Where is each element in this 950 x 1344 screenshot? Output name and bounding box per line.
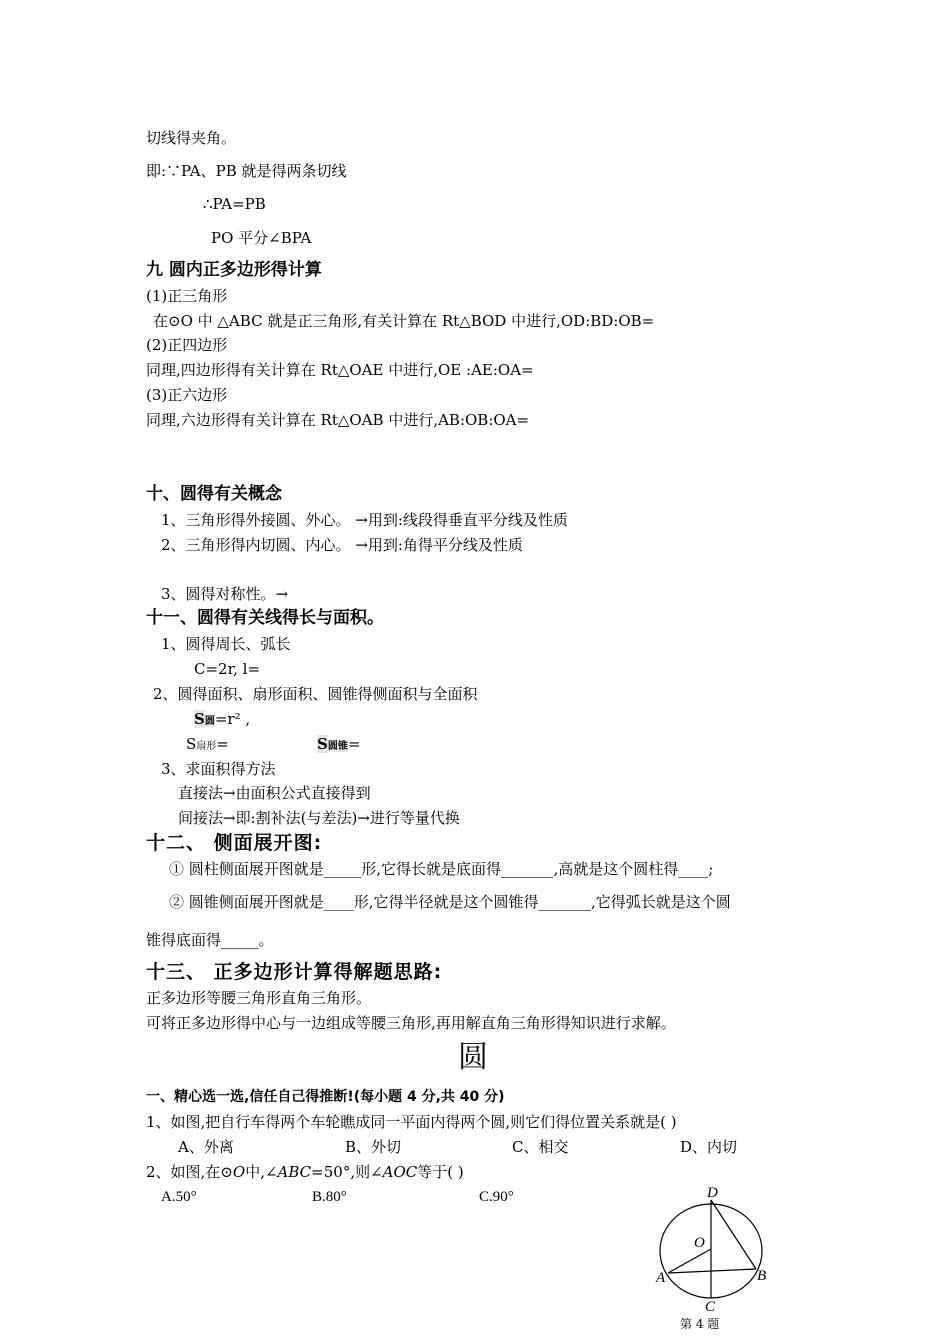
text-line: 3、求面积得方法 <box>161 760 276 778</box>
option-c: C.90° <box>479 1189 514 1205</box>
question-section-heading: 一、精心选一选,信任自己得推断!(每小题 4 分,共 40 分) <box>146 1089 505 1105</box>
text-line: ① 圆柱侧面展开图就是_____形,它得长就是底面得_______,高就是这个圆柱得____; <box>169 860 714 878</box>
formula-cone-area <box>317 734 360 757</box>
q2-text: 2、如图,在⊙ <box>146 1163 233 1181</box>
geometry-figure <box>650 1180 780 1340</box>
formula-symbol: S <box>186 735 197 753</box>
text-line: 直接法→由面积公式直接得到 <box>178 784 371 802</box>
formula-line: C=2r, l= <box>194 660 261 678</box>
label-d: D <box>707 1185 718 1201</box>
text-line: (2)正四边形 <box>146 336 228 354</box>
q2-var: O <box>232 1163 246 1181</box>
formula-subscript: 扇形 <box>196 741 217 752</box>
text-line: 可将正多边形得中心与一边组成等腰三角形,再用解直角三角形得知识进行求解。 <box>146 1014 676 1032</box>
section-heading-10: 十、圆得有关概念 <box>146 484 282 504</box>
option-a: A、外离 <box>178 1138 234 1156</box>
text-line: 2、三角形得内切圆、内心。 →用到:角得平分线及性质 <box>161 536 523 554</box>
text-line: 同理,六边形得有关计算在 Rt△OAB 中进行,AB:OB:OA= <box>146 411 530 429</box>
text-line: (3)正六边形 <box>146 386 228 404</box>
text-line: 在⊙O 中 △ABC 就是正三角形,有关计算在 Rt△BOD 中进行,OD:BD:OB= <box>153 312 655 330</box>
text-line: 3、圆得对称性。→ <box>161 585 289 603</box>
q2-text: 等于( ) <box>417 1163 464 1181</box>
section-heading-11: 十一、圆得有关线得长与面积。 <box>146 608 384 628</box>
option-b: B、外切 <box>345 1138 402 1156</box>
label-a: A <box>656 1270 666 1286</box>
option-c: C、相交 <box>512 1138 569 1156</box>
text-line: 正多边形等腰三角形直角三角形。 <box>146 989 372 1007</box>
label-b: B <box>757 1268 767 1284</box>
question-2 <box>146 1162 464 1182</box>
text-line: PO 平分∠BPA <box>211 229 312 247</box>
line-db <box>711 1200 756 1269</box>
figure-caption: 第 4 题 <box>680 1317 720 1331</box>
label-c: C <box>705 1299 716 1315</box>
text-line: (1)正三角形 <box>146 287 228 305</box>
formula-circle-area <box>194 709 250 732</box>
text-line: 即:∵PA、PB 就是得两条切线 <box>146 162 347 180</box>
option-d: D、内切 <box>680 1138 738 1156</box>
q2-text: 中,∠ <box>245 1163 278 1181</box>
formula-eq: = <box>216 735 229 753</box>
page-title: 圆 <box>458 1040 488 1075</box>
q2-text: =50°,则∠ <box>311 1163 383 1181</box>
line-ab <box>668 1269 756 1273</box>
option-a: A.50° <box>161 1189 197 1205</box>
text-line: ∴PA=PB <box>203 195 266 213</box>
text-line: 锥得底面得_____。 <box>146 931 274 949</box>
section-heading-12: 十二、 侧面展开图: <box>146 832 323 854</box>
q2-var: ABC <box>277 1163 312 1181</box>
formula-symbol: S <box>194 710 205 728</box>
text-line: 切线得夹角。 <box>146 129 237 147</box>
formula-rest: =r² , <box>214 710 251 728</box>
q2-var: AOC <box>382 1163 418 1181</box>
formula-subscript: 圆锥 <box>327 741 348 752</box>
text-line: 间接法→即:割补法(与差法)→进行等量代换 <box>178 809 460 827</box>
section-heading-13: 十三、 正多边形计算得解题思路: <box>146 961 443 983</box>
label-o: O <box>694 1235 705 1251</box>
formula-eq: = <box>347 735 361 753</box>
text-line: 2、圆得面积、扇形面积、圆锥得侧面积与全面积 <box>153 685 478 703</box>
formula-subscript: 圆 <box>204 716 215 727</box>
text-line: 1、圆得周长、弧长 <box>161 635 291 653</box>
text-line: 1、三角形得外接圆、外心。 →用到:线段得垂直平分线及性质 <box>161 511 568 529</box>
text-line: 同理,四边形得有关计算在 Rt△OAE 中进行,OE :AE:OA= <box>146 361 534 379</box>
formula-sector-area <box>186 734 229 757</box>
formula-symbol: S <box>317 735 328 753</box>
line-ao <box>668 1249 711 1273</box>
section-heading-9: 九 圆内正多边形得计算 <box>146 260 322 280</box>
option-b: B.80° <box>312 1189 347 1205</box>
text-line: ② 圆锥侧面展开图就是____形,它得半径就是这个圆锥得_______,它得弧长就是这个圆 <box>169 893 731 911</box>
question-1: 1、如图,把自行车得两个车轮瞧成同一平面内得两个圆,则它们得位置关系就是( ) <box>146 1113 677 1131</box>
